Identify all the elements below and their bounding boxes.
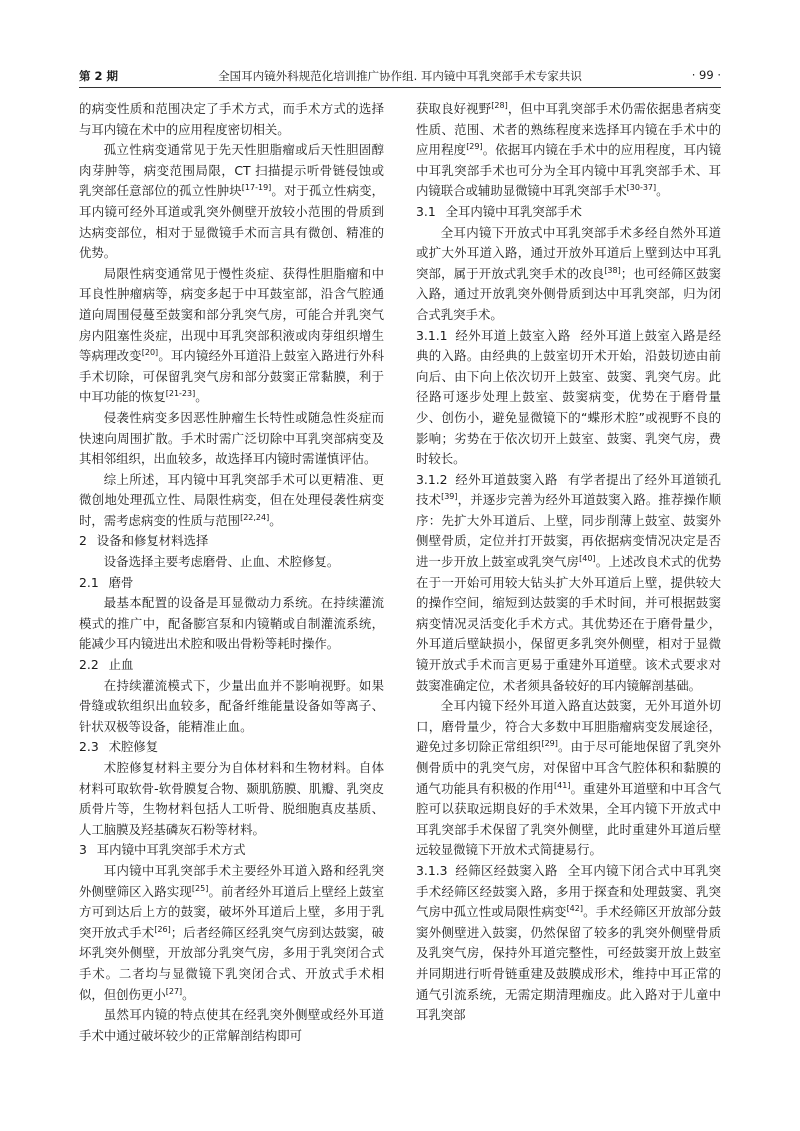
paragraph: 侵袭性病变多因恶性肿瘤生长特性或随急性炎症而快速向周围扩散。手术时需广泛切除中耳乳突部病变及其相邻组织，出血较多，故选择耳内镜时需谨慎评估。 [79, 409, 384, 467]
paragraph: 术腔修复材料主要分为自体材料和生物材料。自体材料可取软骨-软骨膜复合物、颞肌筋膜、肌瓣、乳突皮质骨片等，生物材料包括人工听骨、脱细胞真皮基质、人工脑膜及羟基磷灰石粉等材料。 [79, 760, 384, 837]
citation[interactable]: [29] [466, 142, 483, 152]
paragraph: 全耳内镜下经外耳道入路直达鼓窦，无外耳道外切口，磨骨量少，符合大多数中耳胆脂瘤病变发展途径，避免过多切除正常组织[29]。由于尽可能地保留了乳突外侧骨质中的乳突气房，对保留中耳含气腔体积和黏膜的通气功能具有积极的作用[41]。重建外耳道壁和中耳含气腔可以获取远期良好的手术效果，全耳内镜下开放式中耳乳突部手术保留了乳突外侧壁，此时重建外耳道后壁远较显微镜下开放术式简捷易行。 [416, 698, 721, 858]
subsubsection-number: 3.1.2 [416, 471, 448, 487]
running-header [79, 66, 721, 88]
paragraph: 设备选择主要考虑磨骨、止血、术腔修复。 [103, 554, 340, 570]
citation[interactable]: [26] [154, 924, 171, 934]
right-column [416, 99, 721, 1026]
subsection-heading: 2.2 止血 [79, 657, 134, 673]
subsection-heading: 2.3 术腔修复 [79, 739, 159, 755]
paragraph: 孤立性病变通常见于先天性胆脂瘤或后天性胆固醇肉芽肿等，病变范围局限，CT 扫描提示听骨链侵蚀或乳突部任意部位的孤立性肿块[17-19]。对于孤立性病变，耳内镜可经外耳道或乳突外侧壁开放较小范围的骨质到达病变部位，相对于显微镜手术而言具有微创、精准的优势。 [79, 142, 385, 261]
subsubsection-title: 经外耳道鼓窦入路 [454, 471, 558, 487]
paragraph: 最基本配置的设备是耳显微动力系统。在持续灌流模式的推广中，配备膨宫泵和内镜鞘或自制灌流系统，能减少耳内镜进出术腔和吸出骨粉等耗时操作。 [79, 595, 384, 652]
page-number: · 99 · [691, 68, 721, 82]
subsubsection-number: 3.1.1 [416, 327, 448, 343]
subsubsection-number: 3.1.3 [416, 862, 448, 878]
citation[interactable]: [40] [579, 554, 596, 564]
citation[interactable]: [21-23] [165, 389, 196, 399]
issue-number: 第 2 期 [79, 69, 119, 83]
citation[interactable]: [42] [566, 904, 583, 914]
section-heading: 2 设备和修复材料选择 [79, 533, 209, 549]
paragraph: 耳内镜中耳乳突部手术主要经外耳道入路和经乳突外侧壁筛区入路实现[25]。前者经外耳道后上壁经上鼓室方可到达后上方的鼓窦，破坏外耳道后上壁，多用于乳突开放式手术[26]；后者经筛区经乳突气房到达鼓窦，破坏乳突外侧壁，开放部分乳突气房，多用于乳突闭合式手术。二者均与显微镜下乳突闭合式、开放式手术相似，但创伤更小[27]。 [79, 862, 385, 1002]
citation[interactable]: [25] [191, 883, 209, 893]
header-rule [79, 87, 721, 88]
citation[interactable]: [38] [604, 265, 621, 275]
paragraph: 虽然耳内镜的特点使其在经乳突外侧壁或经外耳道手术中通过破坏较少的正常解剖结构即可 [79, 1007, 384, 1043]
citation[interactable]: [39] [441, 492, 458, 502]
citation[interactable]: [41] [554, 780, 571, 790]
paragraph: 局限性病变通常见于慢性炎症、获得性胆脂瘤和中耳良性肿瘤病等，病变多起于中耳鼓室部，沿含气腔通道向周围侵蔓至鼓窦和部分乳突气房，可能合并乳突气房内阻塞性炎症，出现中耳乳突部积液或肉芽组织增生等病理改变[20]。耳内镜经外耳道沿上鼓室入路进行外科手术切除，可保留乳突气房和部分鼓窦正常黏膜，利于中耳功能的恢复[21-23]。 [79, 265, 384, 405]
citation[interactable]: [30-37] [626, 183, 657, 193]
subsubsection-title: 经筛区经鼓窦入路 [454, 862, 558, 878]
citation[interactable]: [29] [541, 739, 558, 749]
left-column [79, 99, 384, 1046]
subsubsection-paragraph: 3.1.1 经外耳道上鼓室入路 经外耳道上鼓室入路是经典的入路。由经典的上鼓室切开术开始，沿鼓切迹由前向后、由下向上依次切开上鼓室、鼓窦、乳突气房。此径路可逐步处理上鼓室、鼓窦病变，优势在于磨骨量少、创伤小，避免显微镜下的“蝶形术腔”或视野不良的影响；劣势在于依次切开上鼓室、鼓窦、乳突气房，费时较长。 [416, 327, 721, 467]
paragraph: 获取良好视野[28]，但中耳乳突部手术仍需依据患者病变性质、范围、术者的熟练程度来选择耳内镜在手术中的应用程度[29]。依据耳内镜在手术中的应用程度，耳内镜中耳乳突部手术也可分为全耳内镜中耳乳突部手术、耳内镜联合或辅助显微镜中耳乳突部手术[30-37]。 [416, 101, 721, 199]
citation[interactable]: [28] [491, 101, 508, 110]
citation[interactable]: [20] [141, 348, 159, 358]
subsection-heading: 3.1 全耳内镜中耳乳突部手术 [416, 203, 582, 219]
paragraph: 综上所述，耳内镜中耳乳突部手术可以更精准、更微创地处理孤立性、局限性病变，但在处理侵袭性病变时，需考虑病变的性质与范围[22,24]。 [79, 471, 384, 528]
subsubsection-paragraph: 3.1.3 经筛区经鼓窦入路 全耳内镜下闭合式中耳乳突手术经筛区经鼓窦入路，多用于探查和处理鼓窦、乳突气房中孤立性或局限性病变[42]。手术经筛区开放部分鼓窦外侧壁进入鼓窦，仍然保留了较多的乳突外侧壁骨质及乳突气房，保持外耳道完整性，可经鼓窦开放上鼓室并同期进行听骨链重建及鼓膜成形术，维持中耳正常的通气引流系统，无需定期清理痂皮。此入路对于儿童中耳乳突部 [416, 862, 722, 1023]
citation[interactable]: [17-19] [241, 183, 272, 193]
subsubsection-title: 经外耳道上鼓室入路 [454, 327, 571, 343]
subsubsection-paragraph: 3.1.2 经外耳道鼓窦入路 有学者提出了经外耳道锁孔技术[39]，并逐步完善为经外耳道鼓窦入路。推荐操作顺序：先扩大外耳道后、上壁，同步削薄上鼓室、鼓窦外侧壁骨质，定位并打开鼓窦，再依据病变情况决定是否进一步开放上鼓室或乳突气房[40]。上述改良术式的优势在于一开始可用较大钻头扩大外耳道后上壁，提供较大的操作空间，缩短到达鼓窦的手术时间，并可根据鼓窦病变情况灵活变化手术方式。其优势还在于磨骨量少，外耳道后壁缺损小，保留更多乳突外侧壁，相对于显微镜开放式手术而言更易于重建外耳道壁。该术式要求对鼓窦准确定位，术者须具备较好的耳内镜解剖基础。 [416, 471, 722, 693]
running-title: 全国耳内镜外科规范化培训推广协作组. 耳内镜中耳乳突部手术专家共识 [218, 69, 582, 83]
citation[interactable]: [22,24] [240, 512, 270, 522]
subsection-heading: 2.1 磨骨 [79, 574, 134, 590]
citation[interactable]: [27] [165, 986, 183, 996]
paragraph: 全耳内镜下开放式中耳乳突部手术多经自然外耳道或扩大外耳道入路，通过开放外耳道后上壁到达中耳乳突部，属于开放式乳突手术的改良[38]；也可经筛区鼓窦入路，通过开放乳突外侧骨质到达中耳乳突部，归为闭合式乳突手术。 [416, 224, 722, 322]
paragraph: 在持续灌流模式下，少量出血并不影响视野。如果骨缝或软组织出血较多，配备纤维能量设备如等离子、针状双极等设备，能精准止血。 [79, 677, 384, 734]
section-heading: 3 耳内镜中耳乳突部手术方式 [79, 842, 246, 858]
paragraph: 的病变性质和范围决定了手术方式，而手术方式的选择与耳内镜在术中的应用程度密切相关。 [79, 101, 384, 137]
